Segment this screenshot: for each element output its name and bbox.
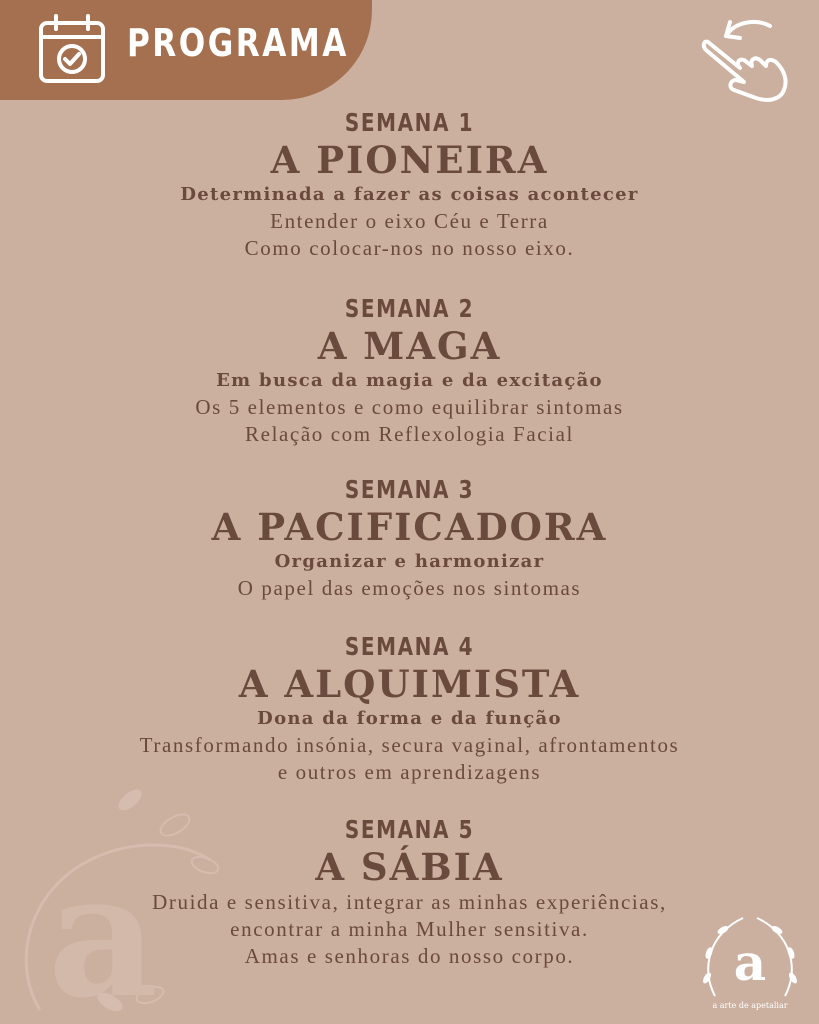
svg-text:a: a (48, 836, 159, 1024)
week-line: Os 5 elementos e como equilibrar sintomas (195, 395, 624, 419)
week-3 (0, 475, 819, 602)
week-label: SEMANA 3 (344, 475, 475, 504)
header-tab (0, 0, 372, 100)
week-title: A MAGA (317, 324, 502, 368)
week-line: Como colocar-nos no nosso eixo. (244, 236, 575, 260)
week-label: SEMANA 5 (344, 815, 475, 844)
week-subtitle: Determinada a fazer as coisas acontecer (180, 184, 639, 205)
logo-text: a arte de apetaliar (712, 1001, 788, 1010)
week-subtitle: Dona da forma e da função (257, 708, 562, 729)
brand-logo (695, 908, 805, 1018)
week-line: Entender o eixo Céu e Terra (270, 209, 549, 233)
page-title: PROGRAMA (127, 21, 349, 65)
week-subtitle: Organizar e harmonizar (274, 551, 545, 572)
week-line: Relação com Reflexologia Facial (245, 422, 574, 446)
week-title: A PACIFICADORA (211, 505, 608, 549)
week-subtitle: Em busca da magia e da excitação (216, 370, 603, 391)
calendar-check-icon (38, 13, 106, 85)
swipe-hand-icon[interactable] (700, 14, 792, 104)
week-label: SEMANA 4 (344, 632, 475, 661)
week-title: A ALQUIMISTA (238, 662, 581, 706)
week-line: Transformando insónia, secura vaginal, afrontamentos (139, 733, 680, 757)
watermark-logo (0, 770, 250, 1024)
week-line: Druida e sensitiva, integrar as minhas experiências, (152, 890, 667, 914)
week-4 (0, 632, 819, 786)
week-title: A SÁBIA (315, 845, 504, 889)
week-label: SEMANA 1 (344, 108, 475, 137)
week-2 (0, 294, 819, 448)
week-1 (0, 108, 819, 262)
week-line: e outros em aprendizagens (277, 760, 542, 784)
logo-letter: a (733, 933, 767, 992)
week-line: encontrar a minha Mulher sensitiva. (230, 917, 589, 941)
week-line: O papel das emoções nos sintomas (237, 576, 582, 600)
week-label: SEMANA 2 (344, 294, 475, 323)
week-title: A PIONEIRA (270, 138, 549, 182)
week-line: Amas e senhoras do nosso corpo. (244, 944, 575, 968)
